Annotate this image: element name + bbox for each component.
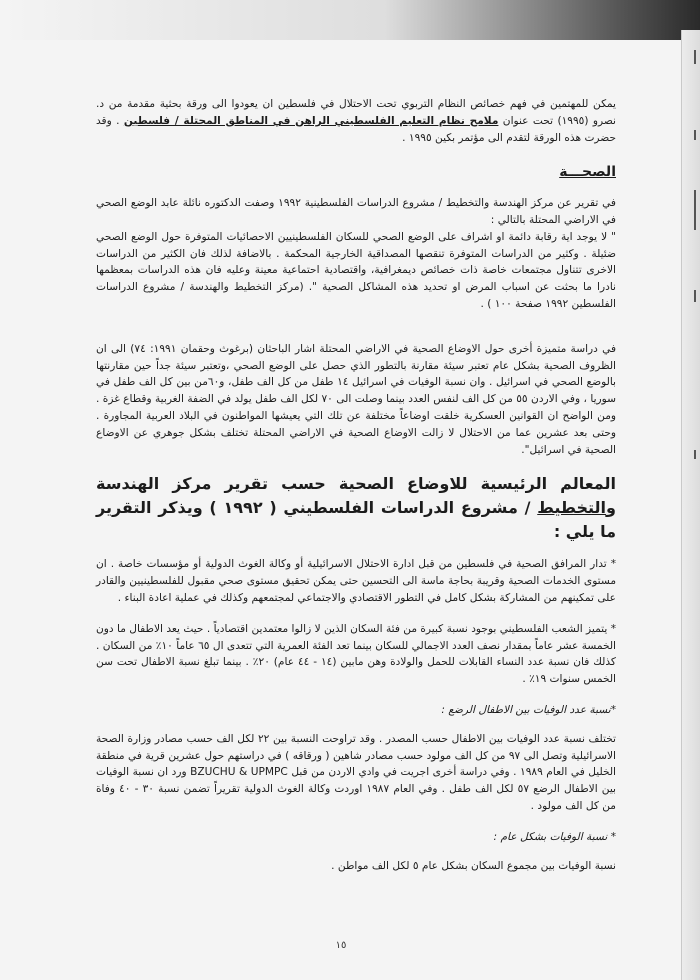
health-heading: الصحـــة xyxy=(559,164,616,181)
main-heading-text: المعالم الرئيسية للاوضاع الصحية حسب تقرير مركز الهندسة و xyxy=(96,474,616,518)
intro-text: يمكن للمهتمين في فهم خصائص النظام التربوي تحت الاحتلال في فلسطين ان يعودوا الى ورقة بحثية مقدمة من د. نصرو (١٩٩٥) تحت عنوان xyxy=(96,98,616,127)
main-heading-underlined: التخطيط xyxy=(537,498,607,518)
scan-shadow xyxy=(0,0,700,40)
general-mortality-paragraph: نسبة الوفيات بين مجموع السكان بشكل عام ٥ لكل الف مواطن . xyxy=(331,859,616,872)
page-edge xyxy=(681,30,700,980)
page-number: ١٥ xyxy=(335,940,347,951)
intro-paragraph xyxy=(96,96,616,146)
quote-paragraph: " لا يوجد اية رقابة دائمة او اشراف على الوضع الصحي للسكان الفلسطينيين الاحصائيات المتوفرة حول الوضع الصحي ضئيلة . وكثير من الدراسات المتوفرة تنقصها المصداقية الخارجية المحكمة . بالاضافة لذلك فان الكثير من الدراسات الاخرى تتناول مجتمعات خاصة ذات خصائص ديمغرافية، واقتصادية احتماعية معينة وعليه فان هذه الدراسات بمعظمها نادرا ما بحثت عن اسباب المرض او تحديد هذه المشاكل الصحية ". (مركز التخطيط والهندسة / مشروع الدراسات الفلسطين ١٩٩٢ صفحة ١٠٠ ) . xyxy=(96,230,616,310)
document-body xyxy=(96,96,616,888)
infant-mortality-paragraph: تختلف نسبة عدد الوفيات بين الاطفال حسب المصدر . وقد تراوحت النسبة بين ٢٢ لكل الف حسب مصادر وزارة الصحة الاسرائيلية وتصل الى ٩٧ من كل الف مولود حسب مصادر شاهين ( ورقاقه ) في دراستهم حول عشرين قرية في منطقة الخليل في العام ١٩٨٩ . وفي دراسة أخرى اجريت في وادي الاردن من قبل BZUCHU & UPMPC ورد ان نسبة الوفيات بين الاطفال الرضع ٥٧ لكل الف طفل . وفي العام ١٩٨٧ اوردت وكالة الغوث الدولية تقريراً تضمن نسبة ٣٠ - ٤٠ وفاة من كل الف مولود . xyxy=(96,732,617,812)
bullet-facilities: * تدار المرافق الصحية في فلسطين من قبل ادارة الاحتلال الاسرائيلية أو وكالة الغوث الدولية أو مؤسسات خاصة . ان مستوى الخدمات الصحية وقريبة بحاجة ماسة الى التحسين حتى يمكن تحقيق مستوى صحي مقبول للفلسطينيين والقادر على تمكينهم من المشاركة بشكل كامل في التطور الاقتصادي والاجتماعي لمجتمعهم وكذلك في عملية اعادة البناء . xyxy=(96,558,616,604)
study-paragraph: في دراسة متميزة أخرى حول الاوضاع الصحية في الاراضي المحتلة اشار الباحثان (برغوث وحقمان ١٩٩١: ٧٤) الى ان الظروف الصحية بشكل عام تعتبر سيئة مقارنة بالتطور الذي حصل على الوضع الصحي ،وتعتبر سيئة جداً حين مقارنتها بالوضع الصحي في اسرائيل . وان نسبة الوفيات في اسرائيل ١٤ طفل من كل الف طفل، و٦٠من بين كل الف طفل في سوريا ، وفي الاردن ٥٥ من كل الف لنفس العدد بينما وصلت الى ٧٠ لكل الف طفل يولد في الضفة الغربية وقطاع غزة . ومن الواضح ان القوانين العسكرية خلقت اوضاعاً مختلفة عن تلك التي يعيشها المواطنون في البلاد العربية المجاورة . وحتى بعد عشرين عما من الاحتلال لا زالت الاوضاع الصحية في الاراضي المحتلة تختلف بشكل جوهري عن الاوضاع الصحية في اسرائيل". xyxy=(96,342,617,456)
bullet-population: * يتميز الشعب الفلسطيني بوجود نسبة كبيرة من فئة السكان الذين لا زالوا معتمدين اقتصادياً . حيث يعد الاطفال ما دون الخمسة عشر عاماً بمقدار نصف العدد الاجمالي للسكان بينما تعد الفئة العمرية التي تتعدى ال ٦٥ عاماً ١٠٪ من السكان . كذلك فان نسبة عدد النساء القابلات للحمل والولادة وهن مابين (١٤ - ٤٤ عام) ٢٠٪ . بينما تبلغ نسبة الاطفال تحت سن الخمس سنوات ١٩٪ . xyxy=(96,622,617,686)
general-mortality-subheading: * نسبة الوفيات بشكل عام : xyxy=(493,830,616,843)
main-heading-text-end: / مشروع الدراسات الفلسطيني ( ١٩٩٢ ) ويذكر التقرير ما يلي : xyxy=(96,498,616,542)
intro-text-end: . وقد حضرت هذه الورقة لتقدم الى مؤتمر بكين ١٩٩٥ . xyxy=(96,114,616,144)
main-heading xyxy=(96,472,616,544)
intro-paper-title: ملامح نظام التعليم الفلسطيني الراهن في المناطق المحتلة / فلسطين xyxy=(123,114,499,127)
infant-mortality-subheading: *نسبة عدد الوفيات بين الاطفال الرضع : xyxy=(441,703,616,716)
report-intro: في تقرير عن مركز الهندسة والتخطيط / مشروع الدراسات الفلسطينية ١٩٩٢ وصفت الدكتوره نائلة عابد الوضع الصحي في الاراضي المحتلة بالتالي : xyxy=(96,197,616,226)
